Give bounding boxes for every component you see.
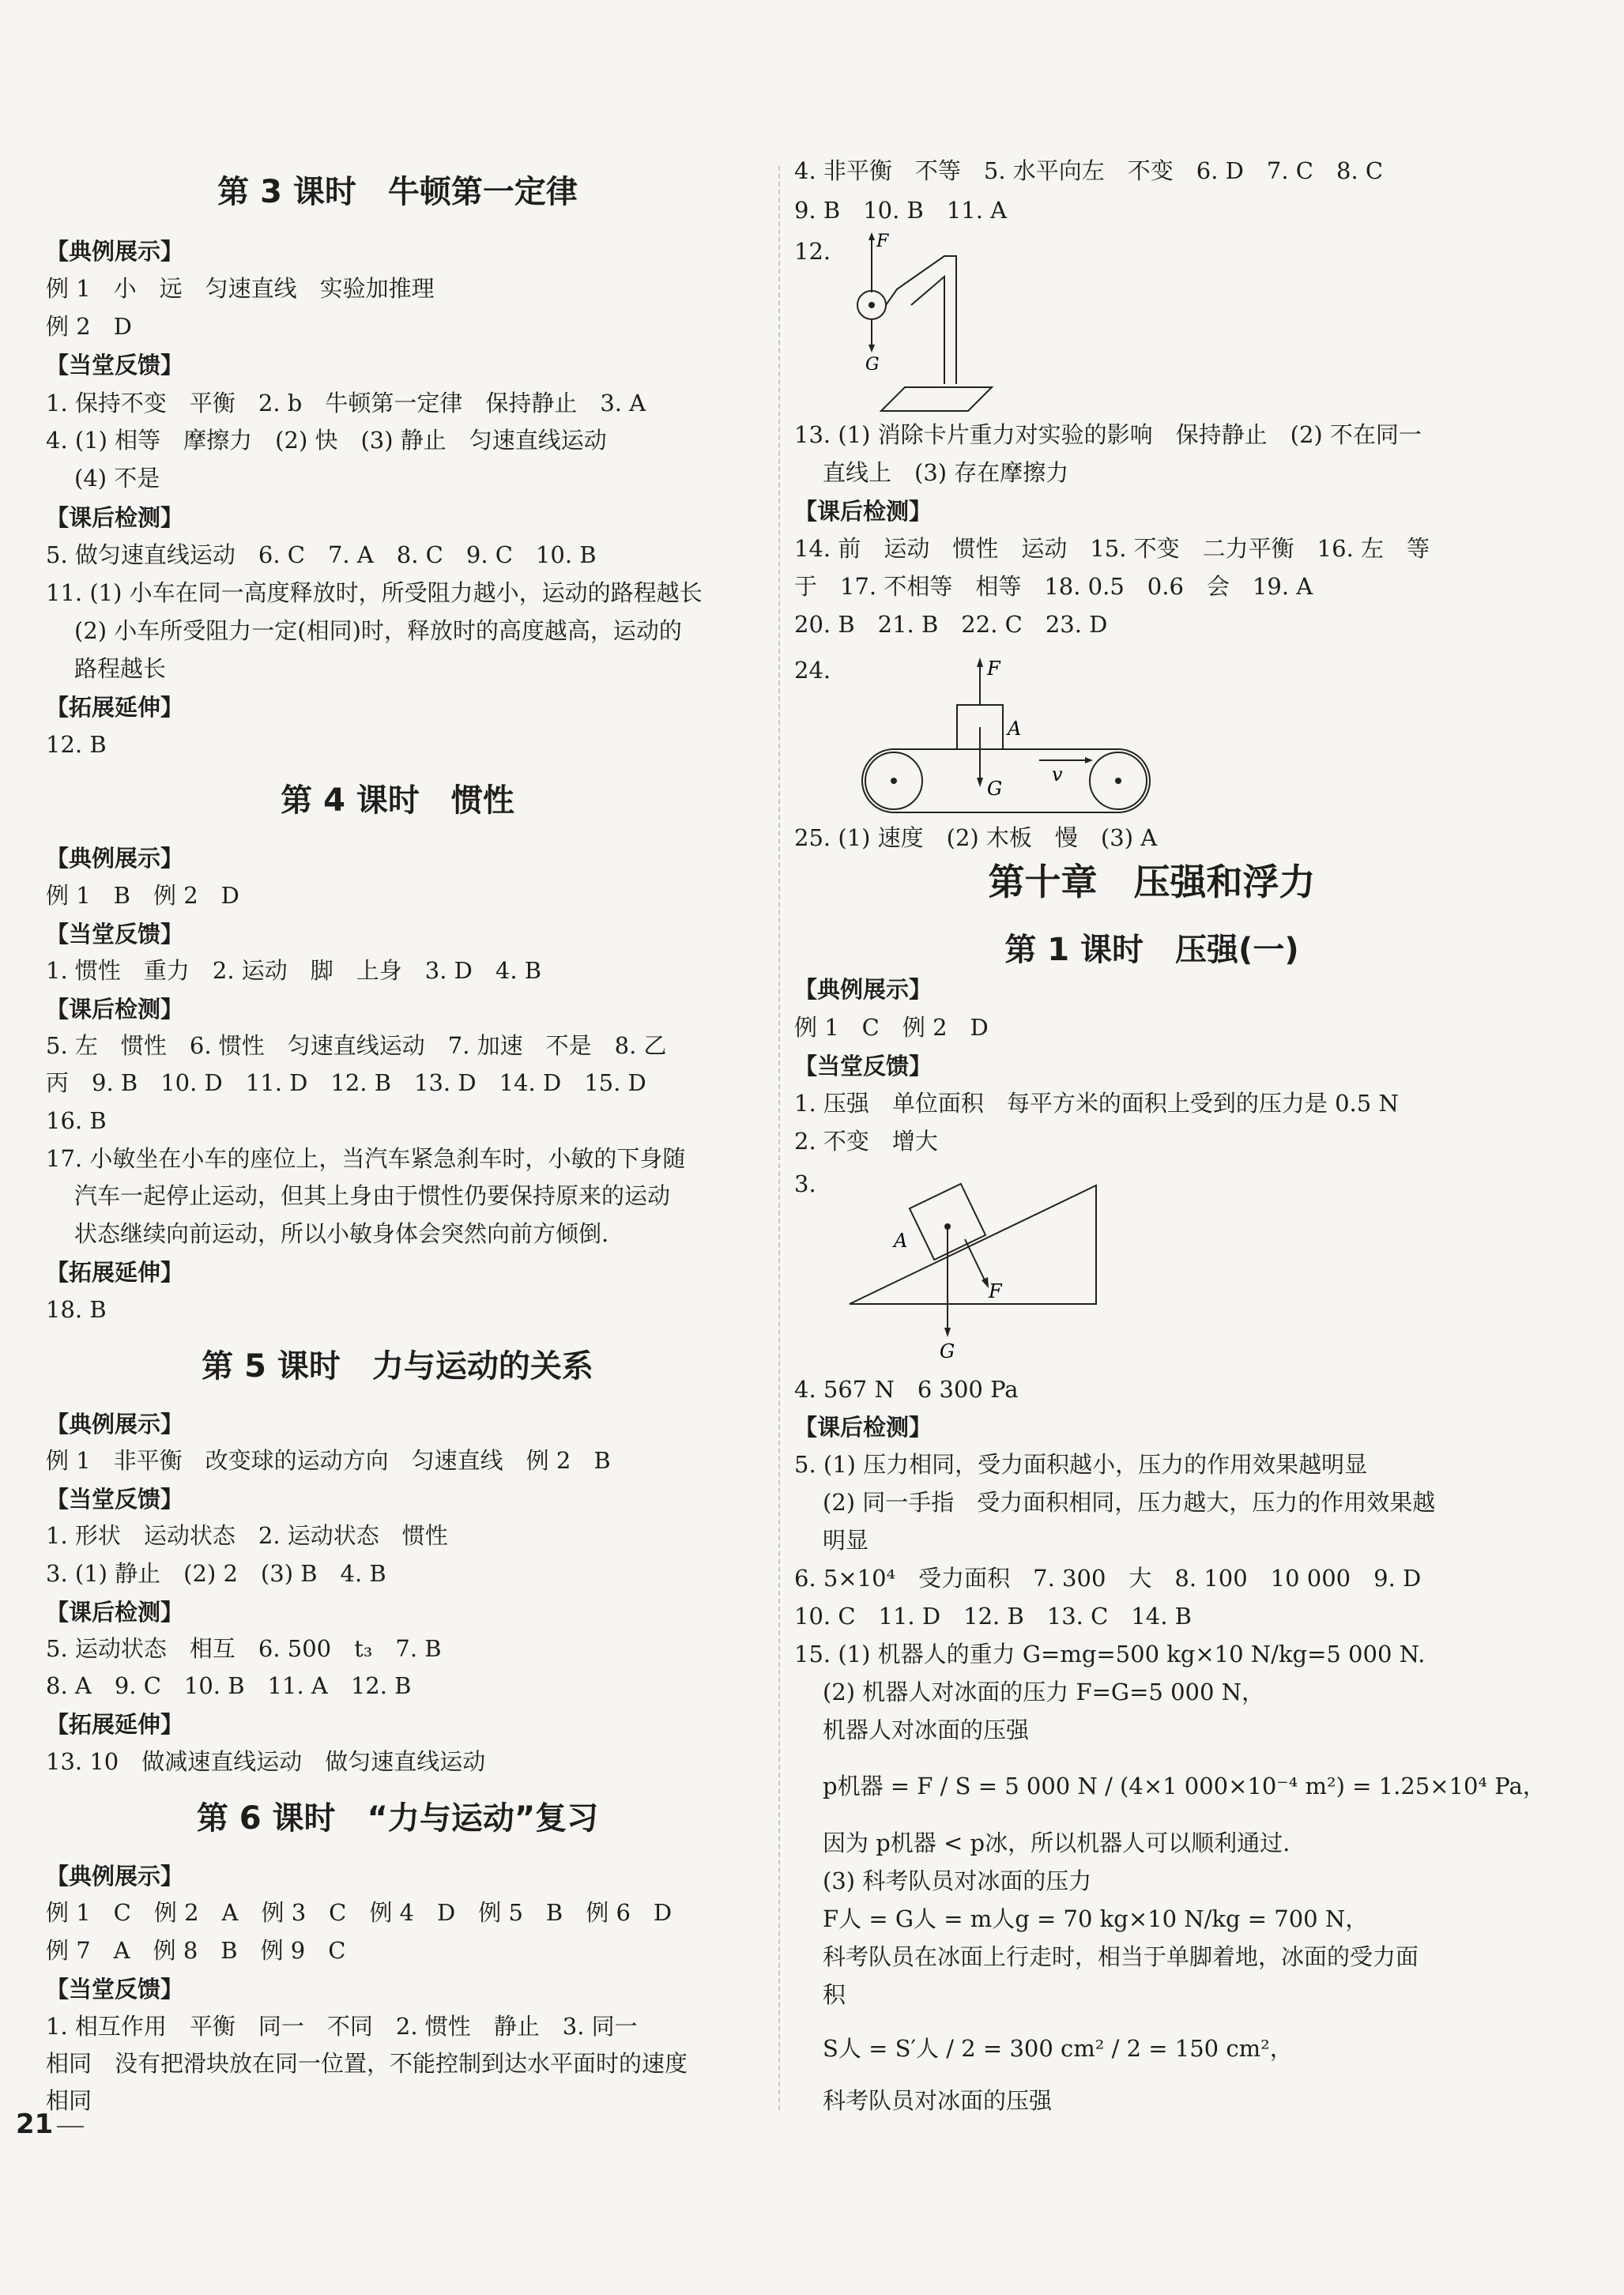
roller-axle	[1115, 778, 1121, 784]
label-g: G	[987, 778, 1003, 800]
answer-line: 积	[823, 1981, 846, 2008]
tag-after-class: 【课后检测】	[794, 498, 933, 525]
answer-line: 2. 不变 增大	[794, 1128, 938, 1155]
tag-extension: 【拓展延伸】	[46, 1711, 184, 1738]
answer-line: 于 17. 不相等 相等 18. 0.5 0.6 会 19. A	[794, 573, 1313, 600]
figure-24-conveyor-belt	[857, 648, 1158, 822]
answer-line: 6. 5×10⁴ 受力面积 7. 300 大 8. 100 10 000 9. D	[794, 1565, 1422, 1592]
answer-line: 路程越长	[74, 655, 167, 682]
answer-line: 科考队员对冰面的压强	[823, 2087, 1053, 2114]
answer-line: 例 1 小 远 匀速直线 实验加推理	[46, 275, 435, 302]
section-title-lesson5: 第 5 课时 力与运动的关系	[202, 1348, 593, 1385]
answer-line: 5. 运动状态 相互 6. 500 t₃ 7. B	[46, 1635, 442, 1662]
tag-feedback: 【当堂反馈】	[46, 1976, 184, 2003]
arrow-head-icon	[944, 1328, 951, 1337]
answer-line: 机器人对冰面的压强	[823, 1717, 1030, 1743]
answer-line: 3.	[794, 1170, 816, 1197]
arrow-head-icon	[982, 1277, 989, 1288]
section-title-lesson4: 第 4 课时 惯性	[281, 782, 514, 819]
answer-line: 12. B	[46, 731, 107, 758]
answer-line: 科考队员在冰面上行走时，相当于单脚着地，冰面的受力面	[823, 1943, 1419, 1970]
force-arrow-f	[965, 1239, 985, 1282]
answer-line: 5. 做匀速直线运动 6. C 7. A 8. C 9. C 10. B	[46, 541, 597, 568]
formula-line: F人 = G人 = m人g = 70 kg×10 N/kg = 700 N，	[823, 1905, 1369, 1932]
answer-line: 因为 p机器 < p冰，所以机器人可以顺利通过.	[823, 1830, 1291, 1856]
answer-line: 例 2 D	[46, 313, 132, 340]
tag-after-class: 【课后检测】	[46, 504, 184, 531]
answer-line: 1. 压强 单位面积 每平方米的面积上受到的压力是 0.5 N	[794, 1090, 1399, 1117]
answer-line: (3) 科考队员对冰面的压力	[823, 1867, 1092, 1894]
answer-line: 4. 567 N 6 300 Pa	[794, 1376, 1019, 1403]
answer-line: 1. 惯性 重力 2. 运动 脚 上身 3. D 4. B	[46, 957, 542, 984]
answer-line: 8. A 9. C 10. B 11. A 12. B	[46, 1672, 412, 1699]
answer-line: 3. (1) 静止 (2) 2 (3) B 4. B	[46, 1560, 386, 1587]
label-a: A	[894, 1230, 908, 1252]
answer-line: 例 1 C 例 2 A 例 3 C 例 4 D 例 5 B 例 6 D	[46, 1899, 673, 1926]
chapter-title: 第十章 压强和浮力	[988, 861, 1316, 903]
answer-line: 5. (1) 压力相同，受力面积越小，压力的作用效果越明显	[794, 1451, 1368, 1478]
belt	[862, 749, 1150, 812]
answer-line: 相同 没有把滑块放在同一位置，不能控制到达水平面时的速度	[46, 2050, 688, 2077]
incline	[850, 1185, 1096, 1304]
answer-line: 13. 10 做减速直线运动 做匀速直线运动	[46, 1748, 486, 1775]
arrow-head-icon	[869, 345, 875, 352]
answer-line: 4. (1) 相等 摩擦力 (2) 快 (3) 静止 匀速直线运动	[46, 427, 607, 454]
tag-feedback: 【当堂反馈】	[46, 352, 184, 379]
tag-examples: 【典例展示】	[46, 1411, 184, 1438]
answer-line: 5. 左 惯性 6. 惯性 匀速直线运动 7. 加速 不是 8. 乙	[46, 1032, 667, 1059]
section-title-lesson3: 第 3 课时 牛顿第一定律	[217, 174, 578, 210]
answer-line: 10. C 11. D 12. B 13. C 14. B	[794, 1603, 1192, 1630]
tag-examples: 【典例展示】	[794, 976, 933, 1003]
answer-line: 4. 非平衡 不等 5. 水平向左 不变 6. D 7. C 8. C	[794, 157, 1384, 184]
answer-line: 例 7 A 例 8 B 例 9 C	[46, 1937, 346, 1964]
answer-line: 13. (1) 消除卡片重力对实验的影响 保持静止 (2) 不在同一	[794, 421, 1422, 448]
answer-line: 1. 形状 运动状态 2. 运动状态 惯性	[46, 1522, 448, 1549]
answer-line: 状态继续向前运动，所以小敏身体会突然向前方倾倒.	[74, 1220, 609, 1247]
roller-axle	[891, 778, 897, 784]
tag-feedback: 【当堂反馈】	[46, 921, 184, 948]
answer-line: 18. B	[46, 1296, 107, 1323]
answer-line: 14. 前 运动 惯性 运动 15. 不变 二力平衡 16. 左 等	[794, 535, 1430, 562]
pulley-axle	[869, 302, 875, 308]
answer-line: (2) 机器人对冰面的压力 F=G=5 000 N，	[823, 1679, 1265, 1705]
page-number: 21	[16, 2108, 54, 2140]
answer-line: 17. 小敏坐在小车的座位上，当汽车紧急刹车时，小敏的下身随	[46, 1145, 686, 1172]
tag-after-class: 【课后检测】	[794, 1414, 933, 1441]
arrow-head-icon	[977, 658, 983, 667]
answer-line: 15. (1) 机器人的重力 G=mg=500 kg×10 N/kg=5 000 N.	[794, 1641, 1426, 1668]
stand-frame-inner	[911, 277, 944, 384]
tag-examples: 【典例展示】	[46, 238, 184, 265]
label-g: G	[940, 1340, 955, 1362]
label-g: G	[865, 355, 880, 375]
answer-line: 25. (1) 速度 (2) 木板 慢 (3) A	[794, 824, 1158, 851]
answer-line: 例 1 C 例 2 D	[794, 1014, 989, 1041]
label-f: F	[989, 1280, 1002, 1302]
answer-line: (2) 小车所受阻力一定(相同)时，释放时的高度越高，运动的	[74, 617, 682, 644]
stand-frame	[886, 256, 956, 384]
figure-12-card-pulley	[842, 229, 1000, 419]
tag-after-class: 【课后检测】	[46, 1599, 184, 1626]
figure-3-incline-block	[842, 1162, 1110, 1367]
tag-extension: 【拓展延伸】	[46, 1259, 184, 1286]
answer-line: 相同	[46, 2087, 92, 2114]
tag-examples: 【典例展示】	[46, 845, 184, 872]
answer-line: (2) 同一手指 受力面积相同，压力越大，压力的作用效果越	[823, 1489, 1436, 1516]
tag-examples: 【典例展示】	[46, 1863, 184, 1890]
tag-extension: 【拓展延伸】	[46, 694, 184, 721]
answer-line: 12.	[794, 238, 831, 265]
arrow-head-icon	[869, 232, 875, 240]
label-f: F	[987, 658, 1000, 680]
answer-line: 24.	[794, 657, 831, 684]
formula-line: p机器 = F / S = 5 000 N / (4×1 000×10⁻⁴ m²) = 1.25×10⁴ Pa，	[823, 1773, 1546, 1799]
answer-line: 丙 9. B 10. D 11. D 12. B 13. D 14. D 15. D	[46, 1069, 646, 1096]
answer-line: 汽车一起停止运动，但其上身由于惯性仍要保持原来的运动	[74, 1182, 671, 1209]
label-f: F	[876, 232, 889, 251]
stand-base	[881, 387, 992, 411]
tag-feedback: 【当堂反馈】	[46, 1486, 184, 1513]
section-title-chapter10-lesson1: 第 1 课时 压强(一)	[1004, 932, 1299, 968]
answer-line: 20. B 21. B 22. C 23. D	[794, 611, 1108, 638]
answer-line: 例 1 非平衡 改变球的运动方向 匀速直线 例 2 B	[46, 1447, 611, 1474]
answer-line: 1. 相互作用 平衡 同一 不同 2. 惯性 静止 3. 同一	[46, 2013, 638, 2040]
answer-line: 9. B 10. B 11. A	[794, 197, 1008, 224]
page-number-dash	[57, 2126, 84, 2127]
answer-line: 16. B	[46, 1107, 107, 1134]
formula-line: S人 = S′人 / 2 = 300 cm² / 2 = 150 cm²，	[823, 2035, 1293, 2062]
answer-line: 明显	[823, 1527, 869, 1554]
answer-line: 例 1 B 例 2 D	[46, 882, 239, 909]
answer-line: 1. 保持不变 平衡 2. b 牛顿第一定律 保持静止 3. A	[46, 390, 646, 416]
tag-after-class: 【课后检测】	[46, 996, 184, 1023]
answer-line: (4) 不是	[74, 465, 160, 492]
answer-line: 11. (1) 小车在同一高度释放时，所受阻力越小，运动的路程越长	[46, 579, 703, 606]
arrow-head-icon	[1085, 757, 1093, 763]
label-a: A	[1008, 718, 1022, 740]
section-title-lesson6: 第 6 课时 “力与运动”复习	[196, 1800, 599, 1837]
answer-line: 直线上 (3) 存在摩擦力	[823, 459, 1069, 486]
label-v: v	[1052, 763, 1063, 786]
tag-feedback: 【当堂反馈】	[794, 1053, 933, 1080]
column-divider	[778, 166, 780, 2110]
arrow-head-icon	[977, 778, 983, 787]
